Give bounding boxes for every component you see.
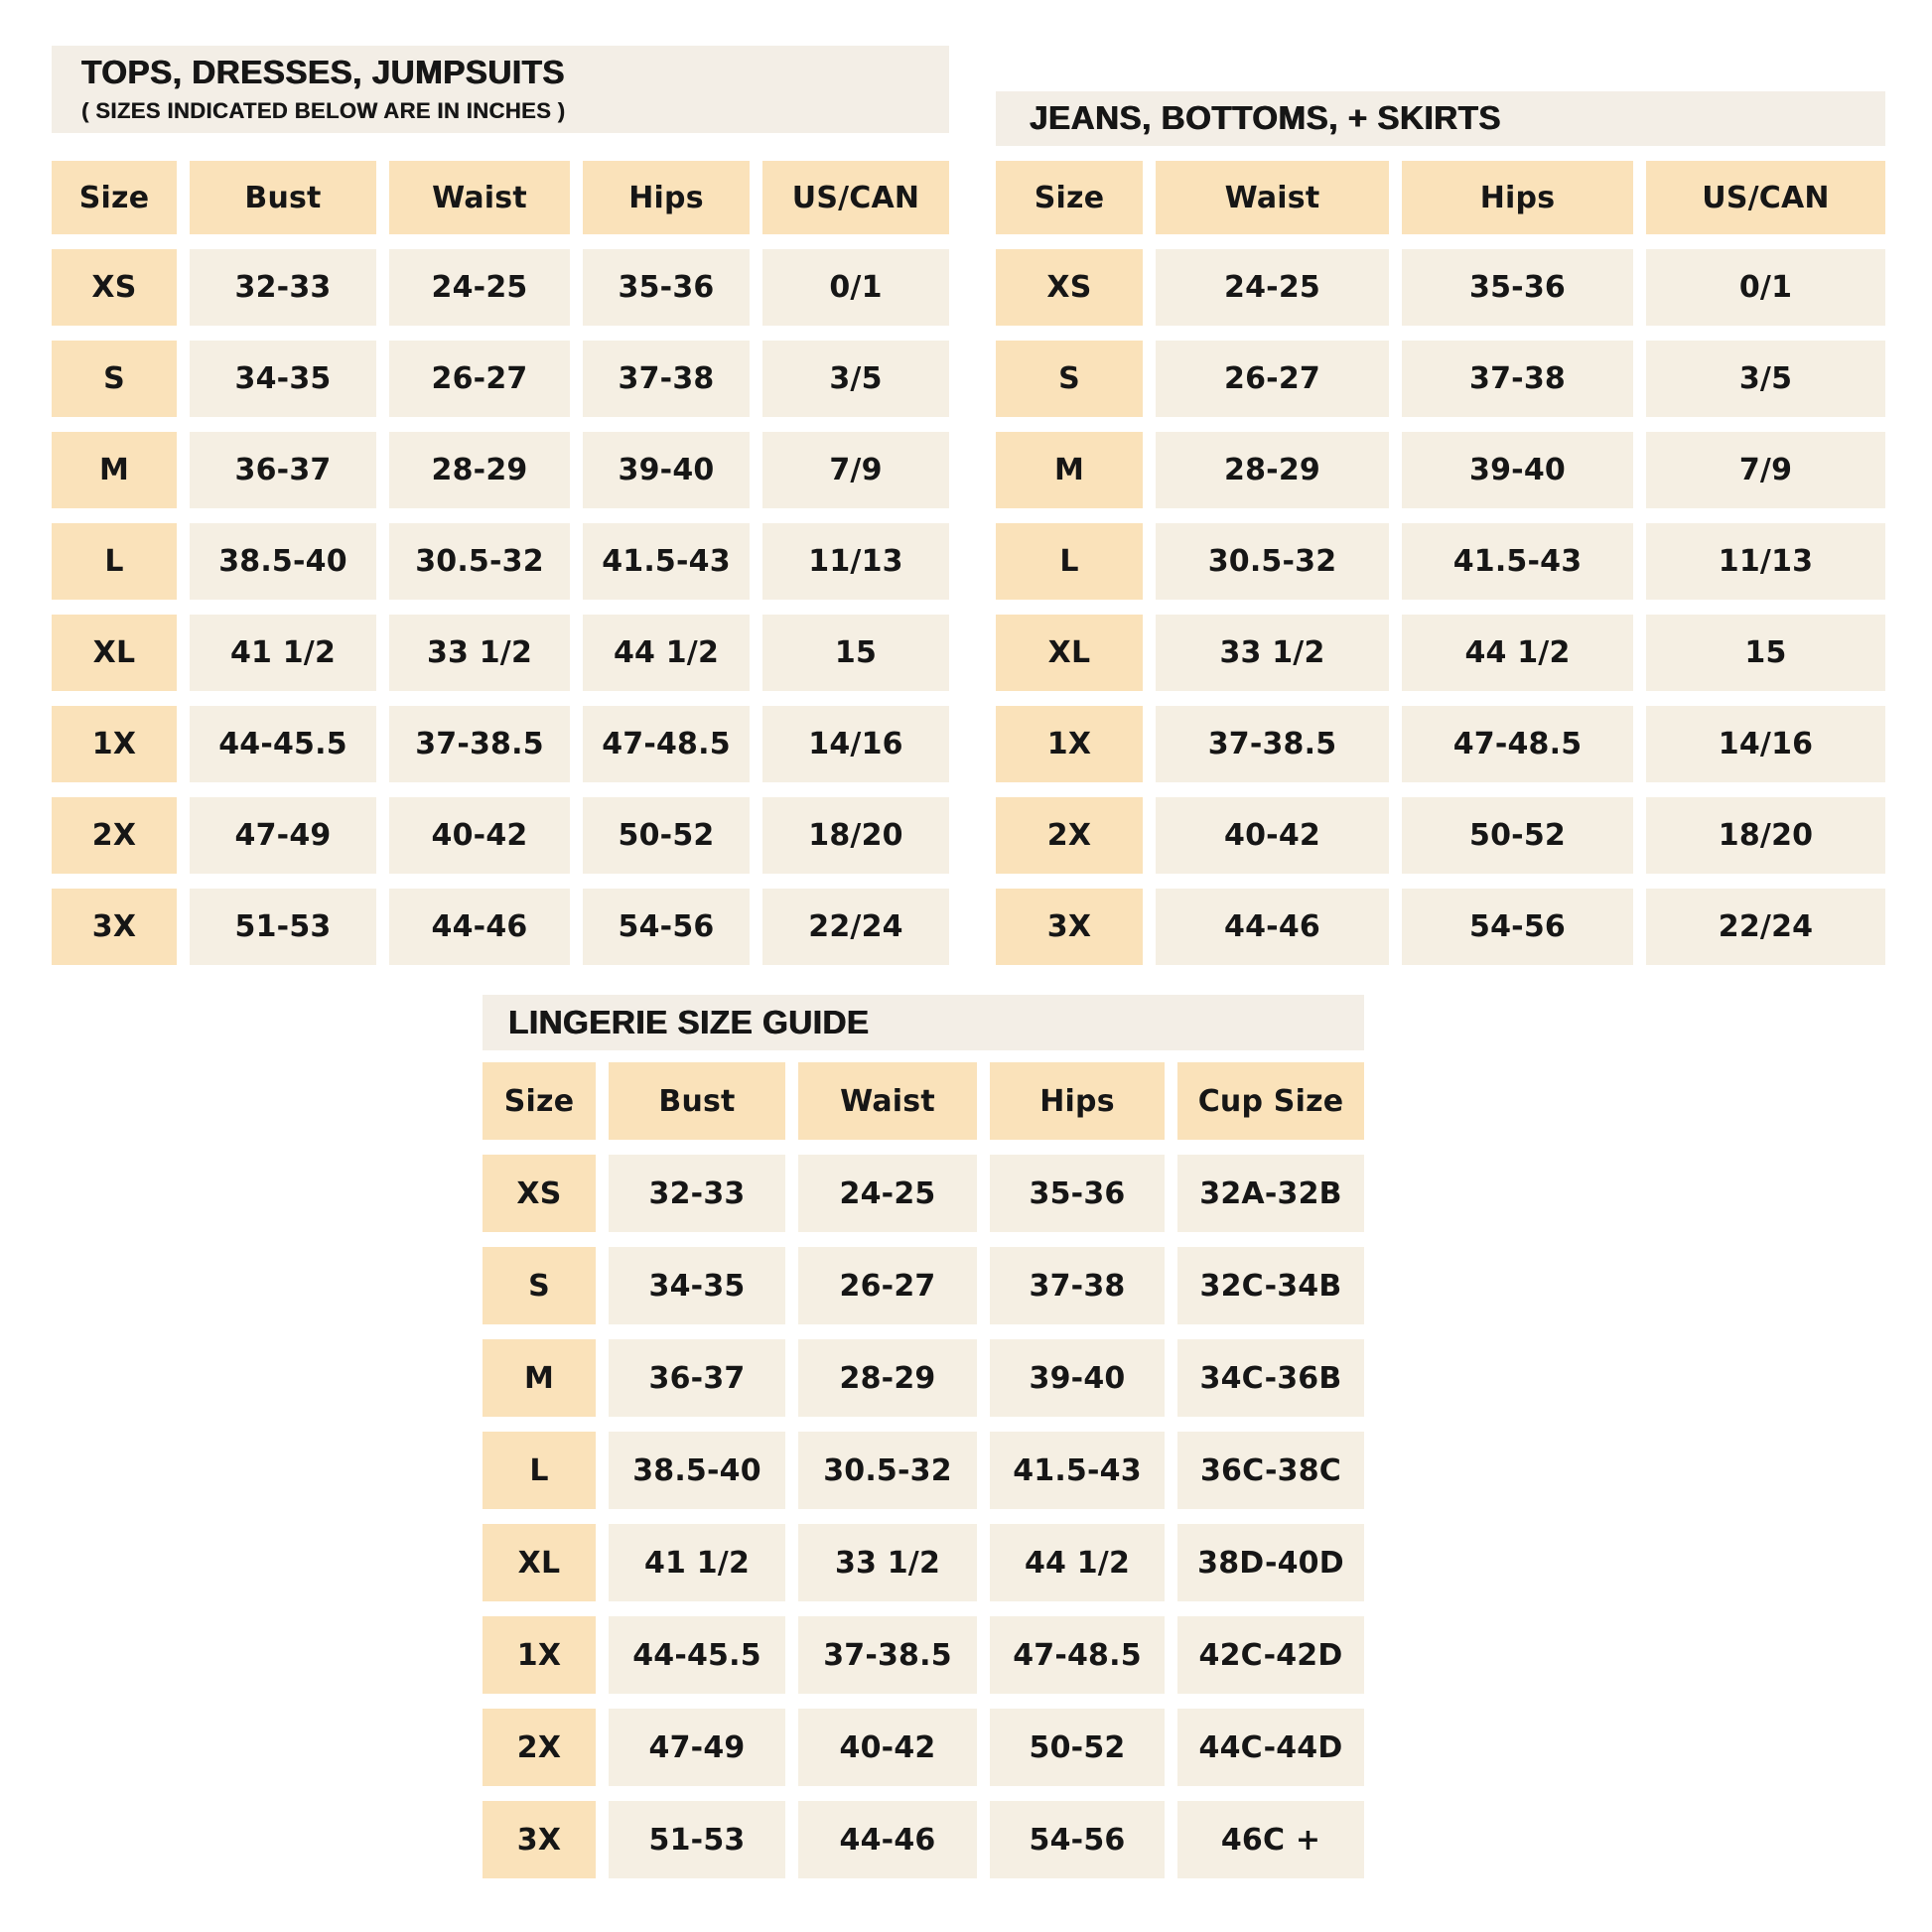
table-jeans-cell-us-can-row-0: 0/1 xyxy=(1646,249,1885,326)
table-jeans-size-label-xs: XS xyxy=(996,249,1143,326)
table-tops-header-bust: Bust xyxy=(190,161,376,234)
table-lingerie-header-bust: Bust xyxy=(609,1062,785,1140)
table-lingerie-cell-bust-row-0: 32-33 xyxy=(609,1155,785,1232)
table-jeans-cell-hips-row-5: 47-48.5 xyxy=(1402,706,1633,782)
table-jeans-cell-hips-row-4: 44 1/2 xyxy=(1402,615,1633,691)
table-lingerie-cell-bust-row-5: 44-45.5 xyxy=(609,1616,785,1694)
table-jeans-size-label-2x: 2X xyxy=(996,797,1143,874)
table-lingerie-size-label-xs: XS xyxy=(483,1155,596,1232)
table-jeans-cell-waist-row-2: 28-29 xyxy=(1156,432,1389,508)
table-lingerie-cell-cup-size-row-2: 34C-36B xyxy=(1177,1339,1364,1417)
table-tops-header-us-can: US/CAN xyxy=(762,161,949,234)
table-jeans-cell-hips-row-6: 50-52 xyxy=(1402,797,1633,874)
table-tops-cell-bust-row-7: 51-53 xyxy=(190,889,376,965)
table-lingerie-size-label-1x: 1X xyxy=(483,1616,596,1694)
table-lingerie-banner xyxy=(483,995,1364,1050)
table-tops-cell-bust-row-4: 41 1/2 xyxy=(190,615,376,691)
table-jeans-header-size: Size xyxy=(996,161,1143,234)
table-tops-cell-waist-row-2: 28-29 xyxy=(389,432,570,508)
table-lingerie-cell-hips-row-4: 44 1/2 xyxy=(990,1524,1165,1601)
table-tops-cell-waist-row-3: 30.5-32 xyxy=(389,523,570,600)
table-tops-cell-waist-row-6: 40-42 xyxy=(389,797,570,874)
table-lingerie-cell-hips-row-1: 37-38 xyxy=(990,1247,1165,1324)
table-tops-cell-us-can-row-3: 11/13 xyxy=(762,523,949,600)
table-tops-cell-bust-row-0: 32-33 xyxy=(190,249,376,326)
table-lingerie-cell-hips-row-0: 35-36 xyxy=(990,1155,1165,1232)
table-tops-cell-waist-row-7: 44-46 xyxy=(389,889,570,965)
table-lingerie-cell-cup-size-row-0: 32A-32B xyxy=(1177,1155,1364,1232)
table-lingerie-cell-hips-row-2: 39-40 xyxy=(990,1339,1165,1417)
table-lingerie-cell-cup-size-row-5: 42C-42D xyxy=(1177,1616,1364,1694)
table-lingerie-size-label-m: M xyxy=(483,1339,596,1417)
table-jeans-cell-hips-row-2: 39-40 xyxy=(1402,432,1633,508)
table-jeans-header-waist: Waist xyxy=(1156,161,1389,234)
table-jeans-cell-waist-row-1: 26-27 xyxy=(1156,341,1389,417)
table-lingerie-size-label-l: L xyxy=(483,1432,596,1509)
table-tops-cell-us-can-row-6: 18/20 xyxy=(762,797,949,874)
table-subtitle: ( SIZES INDICATED BELOW ARE IN INCHES ) xyxy=(81,97,566,123)
table-lingerie-cell-cup-size-row-1: 32C-34B xyxy=(1177,1247,1364,1324)
table-tops-cell-hips-row-5: 47-48.5 xyxy=(583,706,750,782)
table-tops-size-label-xs: XS xyxy=(52,249,177,326)
table-jeans-size-label-xl: XL xyxy=(996,615,1143,691)
table-lingerie-cell-bust-row-2: 36-37 xyxy=(609,1339,785,1417)
table-tops-cell-waist-row-4: 33 1/2 xyxy=(389,615,570,691)
table-jeans-cell-us-can-row-7: 22/24 xyxy=(1646,889,1885,965)
table-tops-cell-us-can-row-5: 14/16 xyxy=(762,706,949,782)
table-tops-size-label-xl: XL xyxy=(52,615,177,691)
table-tops-cell-us-can-row-4: 15 xyxy=(762,615,949,691)
table-lingerie-cell-hips-row-6: 50-52 xyxy=(990,1709,1165,1786)
table-jeans-size-label-l: L xyxy=(996,523,1143,600)
table-tops-size-label-s: S xyxy=(52,341,177,417)
table-tops-cell-waist-row-1: 26-27 xyxy=(389,341,570,417)
table-jeans-cell-us-can-row-5: 14/16 xyxy=(1646,706,1885,782)
table-jeans-cell-hips-row-0: 35-36 xyxy=(1402,249,1633,326)
table-lingerie-size-guide xyxy=(483,995,1364,1878)
table-jeans-header-us-can: US/CAN xyxy=(1646,161,1885,234)
table-lingerie-cell-hips-row-5: 47-48.5 xyxy=(990,1616,1165,1694)
table-lingerie-header-hips: Hips xyxy=(990,1062,1165,1140)
table-jeans-cell-us-can-row-2: 7/9 xyxy=(1646,432,1885,508)
table-tops-cell-us-can-row-0: 0/1 xyxy=(762,249,949,326)
table-lingerie-cell-waist-row-5: 37-38.5 xyxy=(798,1616,977,1694)
table-tops-cell-bust-row-1: 34-35 xyxy=(190,341,376,417)
table-lingerie-cell-cup-size-row-7: 46C + xyxy=(1177,1801,1364,1878)
table-lingerie-cell-waist-row-2: 28-29 xyxy=(798,1339,977,1417)
table-jeans-cell-waist-row-0: 24-25 xyxy=(1156,249,1389,326)
table-tops-size-label-l: L xyxy=(52,523,177,600)
table-tops-cell-waist-row-0: 24-25 xyxy=(389,249,570,326)
table-tops-size-label-1x: 1X xyxy=(52,706,177,782)
table-lingerie-cell-hips-row-7: 54-56 xyxy=(990,1801,1165,1878)
table-jeans-size-label-s: S xyxy=(996,341,1143,417)
table-lingerie-cell-bust-row-6: 47-49 xyxy=(609,1709,785,1786)
table-lingerie-size-label-xl: XL xyxy=(483,1524,596,1601)
table-title: JEANS, BOTTOMS, + SKIRTS xyxy=(1030,99,1501,137)
table-tops-size-label-3x: 3X xyxy=(52,889,177,965)
table-lingerie-cell-waist-row-4: 33 1/2 xyxy=(798,1524,977,1601)
table-jeans-cell-hips-row-3: 41.5-43 xyxy=(1402,523,1633,600)
table-jeans-cell-hips-row-1: 37-38 xyxy=(1402,341,1633,417)
table-tops-cell-bust-row-5: 44-45.5 xyxy=(190,706,376,782)
table-tops-header-hips: Hips xyxy=(583,161,750,234)
table-tops-cell-us-can-row-2: 7/9 xyxy=(762,432,949,508)
table-jeans-cell-waist-row-4: 33 1/2 xyxy=(1156,615,1389,691)
table-jeans-banner xyxy=(996,91,1885,146)
table-lingerie-cell-waist-row-1: 26-27 xyxy=(798,1247,977,1324)
table-tops-cell-hips-row-2: 39-40 xyxy=(583,432,750,508)
table-lingerie-header-cup-size: Cup Size xyxy=(1177,1062,1364,1140)
table-jeans-grid xyxy=(996,161,1885,965)
table-tops-dresses-jumpsuits xyxy=(52,46,949,965)
table-lingerie-cell-waist-row-6: 40-42 xyxy=(798,1709,977,1786)
table-lingerie-size-label-3x: 3X xyxy=(483,1801,596,1878)
table-tops-cell-hips-row-3: 41.5-43 xyxy=(583,523,750,600)
table-tops-header-waist: Waist xyxy=(389,161,570,234)
table-jeans-size-label-1x: 1X xyxy=(996,706,1143,782)
table-lingerie-cell-hips-row-3: 41.5-43 xyxy=(990,1432,1165,1509)
table-tops-cell-waist-row-5: 37-38.5 xyxy=(389,706,570,782)
table-tops-cell-hips-row-4: 44 1/2 xyxy=(583,615,750,691)
table-tops-cell-bust-row-2: 36-37 xyxy=(190,432,376,508)
table-tops-size-label-m: M xyxy=(52,432,177,508)
table-jeans-cell-us-can-row-1: 3/5 xyxy=(1646,341,1885,417)
table-tops-cell-hips-row-1: 37-38 xyxy=(583,341,750,417)
table-tops-cell-bust-row-6: 47-49 xyxy=(190,797,376,874)
table-tops-cell-us-can-row-1: 3/5 xyxy=(762,341,949,417)
table-lingerie-cell-bust-row-4: 41 1/2 xyxy=(609,1524,785,1601)
table-lingerie-cell-waist-row-0: 24-25 xyxy=(798,1155,977,1232)
table-lingerie-cell-cup-size-row-3: 36C-38C xyxy=(1177,1432,1364,1509)
table-tops-cell-us-can-row-7: 22/24 xyxy=(762,889,949,965)
table-jeans-cell-waist-row-3: 30.5-32 xyxy=(1156,523,1389,600)
table-lingerie-header-size: Size xyxy=(483,1062,596,1140)
table-tops-cell-hips-row-7: 54-56 xyxy=(583,889,750,965)
table-jeans-cell-us-can-row-3: 11/13 xyxy=(1646,523,1885,600)
table-jeans-cell-waist-row-5: 37-38.5 xyxy=(1156,706,1389,782)
table-lingerie-size-label-2x: 2X xyxy=(483,1709,596,1786)
table-jeans-bottoms-skirts xyxy=(996,91,1885,965)
table-title: TOPS, DRESSES, JUMPSUITS xyxy=(81,54,565,91)
table-tops-header-size: Size xyxy=(52,161,177,234)
table-jeans-cell-waist-row-7: 44-46 xyxy=(1156,889,1389,965)
table-jeans-cell-waist-row-6: 40-42 xyxy=(1156,797,1389,874)
table-lingerie-cell-cup-size-row-4: 38D-40D xyxy=(1177,1524,1364,1601)
table-lingerie-cell-waist-row-3: 30.5-32 xyxy=(798,1432,977,1509)
table-lingerie-grid xyxy=(483,1062,1364,1878)
table-lingerie-cell-cup-size-row-6: 44C-44D xyxy=(1177,1709,1364,1786)
table-tops-cell-hips-row-6: 50-52 xyxy=(583,797,750,874)
table-title: LINGERIE SIZE GUIDE xyxy=(508,1003,870,1040)
table-lingerie-header-waist: Waist xyxy=(798,1062,977,1140)
table-tops-cell-bust-row-3: 38.5-40 xyxy=(190,523,376,600)
table-lingerie-size-label-s: S xyxy=(483,1247,596,1324)
table-tops-banner xyxy=(52,46,949,133)
table-jeans-header-hips: Hips xyxy=(1402,161,1633,234)
table-lingerie-cell-bust-row-3: 38.5-40 xyxy=(609,1432,785,1509)
table-jeans-size-label-3x: 3X xyxy=(996,889,1143,965)
table-jeans-cell-hips-row-7: 54-56 xyxy=(1402,889,1633,965)
table-tops-grid xyxy=(52,161,949,965)
table-jeans-size-label-m: M xyxy=(996,432,1143,508)
table-jeans-cell-us-can-row-4: 15 xyxy=(1646,615,1885,691)
table-tops-cell-hips-row-0: 35-36 xyxy=(583,249,750,326)
table-lingerie-cell-bust-row-1: 34-35 xyxy=(609,1247,785,1324)
table-jeans-cell-us-can-row-6: 18/20 xyxy=(1646,797,1885,874)
table-lingerie-cell-waist-row-7: 44-46 xyxy=(798,1801,977,1878)
table-lingerie-cell-bust-row-7: 51-53 xyxy=(609,1801,785,1878)
table-tops-size-label-2x: 2X xyxy=(52,797,177,874)
